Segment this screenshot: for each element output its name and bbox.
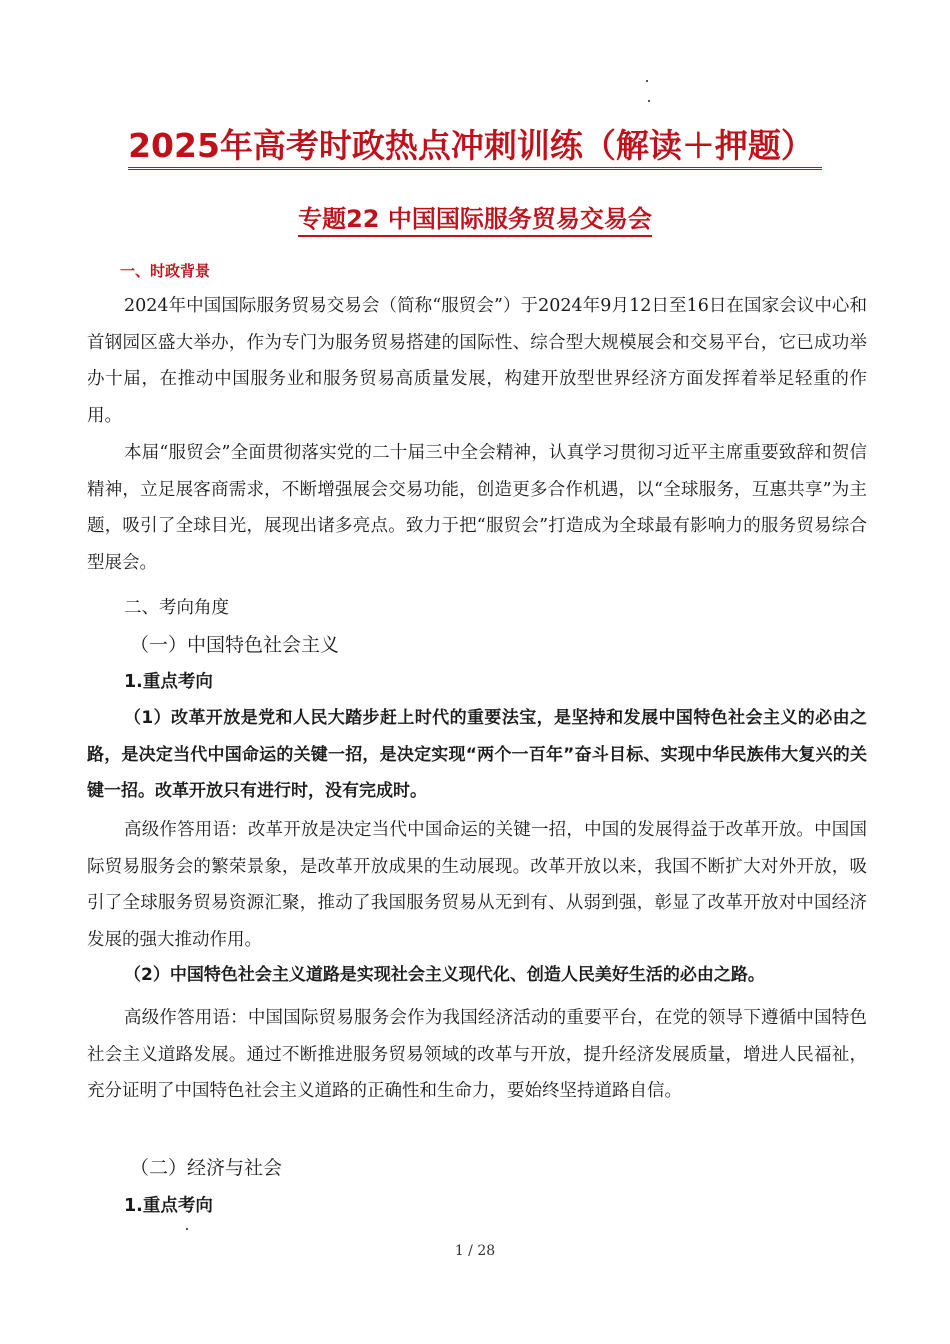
document-title-text: 2025年高考时政热点冲刺训练（解读＋押题） [128, 126, 822, 170]
key-point-heading-1: 1.重点考向 [124, 672, 213, 692]
key-point-bold-1: （1）改革开放是党和人民大踏步赶上时代的重要法宝，是坚持和发展中国特色社会主义的必由之路，是决定当代中国命运的关键一招，是决定实现“两个一百年”奋斗目标、实现中华民族伟大复兴的关键一招。改革开放只有进行时，没有完成时。 [87, 708, 867, 801]
document-subtitle [0, 199, 950, 234]
answer-paragraph-1: 高级作答用语：改革开放是决定当代中国命运的关键一招，中国的发展得益于改革开放。中国国际贸易服务会的繁荣景象，是改革开放成果的生动展现。改革开放以来，我国不断扩大对外开放，吸引了全球服务贸易资源汇聚，推动了我国服务贸易从无到有、从弱到强，彰显了改革开放对中国经济发展的强大推动作用。 [87, 820, 867, 950]
page-number: 1 / 28 [454, 1243, 496, 1259]
answer-paragraph-2: 高级作答用语：中国国际贸易服务会作为我国经济活动的重要平台，在党的领导下遵循中国特色社会主义道路发展。通过不断推进服务贸易领域的改革与开放，提升经济发展质量，增进人民福祉，充分证明了中国特色社会主义道路的正确性和生命力，要始终坚持道路自信。 [87, 1008, 867, 1101]
subsection-heading-economy: （二）经济与社会 [130, 1157, 283, 1179]
section-heading-exam-angles: 二、考向角度 [124, 598, 229, 618]
section-heading-background: 一、时政背景 [120, 262, 211, 280]
scan-mark [186, 1228, 188, 1230]
key-point-bold-2: （2）中国特色社会主义道路是实现社会主义现代化、创造人民美好生活的必由之路。 [124, 965, 765, 985]
document-subtitle-text: 专题22 中国国际服务贸易交易会 [298, 205, 652, 237]
subsection-heading-socialism: （一）中国特色社会主义 [130, 634, 340, 656]
paragraph-background-1: 2024年中国国际服务贸易交易会（简称“服贸会”）于2024年9月12日至16日在国家会议中心和首钢园区盛大举办，作为专门为服务贸易搭建的国际性、综合型大规模展会和交易平台，它已成功举办十届，在推动中国服务业和服务贸易高质量发展，构建开放型世界经济方面发挥着举足轻重的作用。 [87, 296, 867, 426]
paragraph-background-2: 本届“服贸会”全面贯彻落实党的二十届三中全会精神，认真学习贯彻习近平主席重要致辞和贺信精神，立足展客商需求，不断增强展会交易功能，创造更多合作机遇，以“全球服务，互惠共享”为主题，吸引了全球目光，展现出诸多亮点。致力于把“服贸会”打造成为全球最有影响力的服务贸易综合型展会。 [87, 443, 867, 573]
document-title [0, 120, 950, 167]
key-point-heading-2: 1.重点考向 [124, 1196, 213, 1216]
scan-mark [646, 80, 648, 82]
scan-mark [648, 100, 650, 102]
